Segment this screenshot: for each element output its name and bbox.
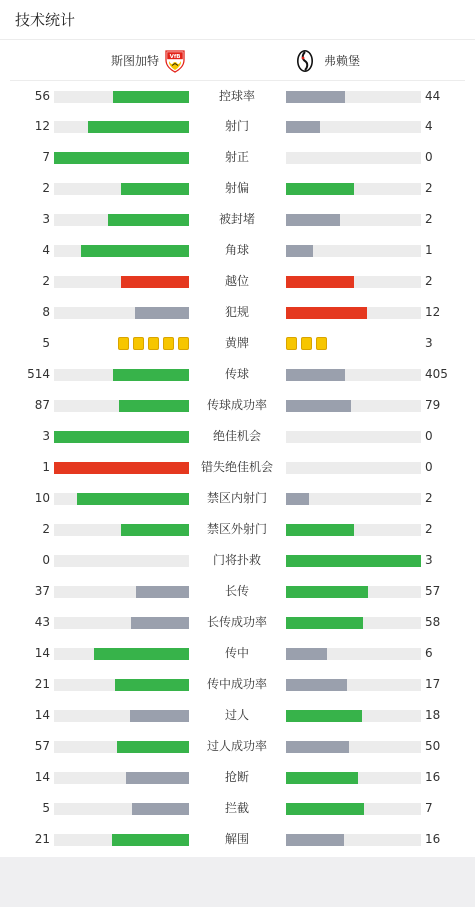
- away-bar-track: [286, 710, 421, 722]
- home-bar: [121, 276, 189, 288]
- home-bar-track: [54, 400, 189, 412]
- away-bar-track: [286, 679, 421, 691]
- away-bar: [286, 772, 358, 784]
- home-value: 21: [34, 832, 50, 846]
- away-bar: [286, 555, 421, 567]
- home-bar: [94, 648, 189, 660]
- away-bar: [286, 834, 344, 846]
- away-bar-track: [286, 493, 421, 505]
- home-bar-track: [54, 555, 189, 567]
- away-bar-track: [286, 183, 421, 195]
- away-bar-track: [286, 648, 421, 660]
- home-bar-track: [54, 803, 189, 815]
- home-bar-track: [54, 152, 189, 164]
- home-team-name: 斯图加特: [110, 54, 159, 68]
- home-value: 3: [42, 429, 50, 443]
- home-bar-track: [54, 245, 189, 257]
- stat-row: [0, 173, 475, 204]
- away-bar-track: [286, 462, 421, 474]
- away-value: 2: [425, 181, 433, 195]
- home-value: 57: [34, 739, 50, 753]
- away-bar-track: [286, 214, 421, 226]
- stat-label: 射门: [224, 119, 249, 133]
- away-bar-track: [286, 834, 421, 846]
- away-bar: [286, 276, 354, 288]
- stat-row: [0, 762, 475, 793]
- home-value: 5: [42, 336, 50, 350]
- away-bar-track: [286, 524, 421, 536]
- stat-label: 传球: [224, 367, 249, 381]
- stat-label: 抢断: [224, 770, 249, 784]
- home-bar: [88, 121, 189, 133]
- home-value: 2: [42, 181, 50, 195]
- yellow-card-icon: [286, 337, 297, 350]
- away-value: 0: [425, 150, 433, 164]
- away-bar-track: [286, 121, 421, 133]
- away-bar-track: [286, 245, 421, 257]
- stat-label: 传中: [224, 646, 249, 660]
- away-bar: [286, 400, 351, 412]
- stat-row: [0, 669, 475, 700]
- home-bar: [112, 834, 189, 846]
- away-bar-track: [286, 400, 421, 412]
- home-bar: [115, 679, 189, 691]
- stat-label: 传中成功率: [206, 677, 267, 691]
- away-value: 16: [425, 770, 441, 784]
- yellow-card-icon: [178, 337, 189, 350]
- yellow-card-icon: [301, 337, 312, 350]
- away-bar: [286, 369, 345, 381]
- stat-label: 长传成功率: [206, 615, 267, 629]
- away-bar: [286, 803, 364, 815]
- stat-label: 越位: [224, 274, 249, 288]
- home-bar: [126, 772, 189, 784]
- away-bar: [286, 245, 313, 257]
- home-bar-track: [54, 214, 189, 226]
- stat-row: [0, 390, 475, 421]
- stat-row: [0, 824, 475, 855]
- home-bar: [117, 741, 189, 753]
- home-bar: [135, 307, 189, 319]
- stat-label: 传球成功率: [206, 398, 267, 412]
- stat-row: [0, 297, 475, 328]
- stat-row: [0, 142, 475, 173]
- home-bar: [121, 183, 189, 195]
- home-value: 5: [42, 801, 50, 815]
- home-value: 1: [42, 460, 50, 474]
- stat-label: 门将扑救: [212, 553, 261, 567]
- away-bar-track: [286, 152, 421, 164]
- away-value: 79: [425, 398, 441, 412]
- stat-label: 被封堵: [218, 212, 255, 226]
- away-bar-track: [286, 369, 421, 381]
- stat-row: [0, 266, 475, 297]
- away-value: 44: [425, 89, 441, 103]
- stat-row: [0, 514, 475, 545]
- away-bar-track: [286, 431, 421, 443]
- home-bar-track: [54, 834, 189, 846]
- stat-row: [0, 421, 475, 452]
- stat-row: [0, 607, 475, 638]
- away-bar-track: [286, 586, 421, 598]
- away-bar-track: [286, 803, 421, 815]
- away-value: 3: [425, 336, 433, 350]
- stat-row: [0, 235, 475, 266]
- freiburg-crest-icon: [293, 49, 317, 73]
- away-value: 0: [425, 460, 433, 474]
- home-bar: [54, 431, 189, 443]
- home-value: 14: [34, 708, 50, 722]
- away-bar-track: [286, 307, 421, 319]
- stat-label: 解围: [224, 832, 249, 846]
- away-bar: [286, 214, 340, 226]
- yellow-card-icon: [163, 337, 174, 350]
- away-bar: [286, 679, 347, 691]
- home-bar-track: [54, 183, 189, 195]
- home-value: 3: [42, 212, 50, 226]
- home-bar: [131, 617, 189, 629]
- stat-row: [0, 483, 475, 514]
- away-bar: [286, 710, 362, 722]
- home-value: 4: [42, 243, 50, 257]
- away-value: 2: [425, 491, 433, 505]
- stat-label: 控球率: [218, 89, 255, 103]
- stat-label: 过人成功率: [206, 739, 267, 753]
- home-value: 14: [34, 646, 50, 660]
- home-value: 2: [42, 522, 50, 536]
- away-bar-track: [286, 91, 421, 103]
- away-team-name: 弗赖堡: [324, 54, 361, 68]
- yellow-card-icon: [133, 337, 144, 350]
- stat-row: [0, 545, 475, 576]
- home-bar: [113, 369, 189, 381]
- home-bar-track: [54, 276, 189, 288]
- away-bar: [286, 493, 309, 505]
- home-value: 21: [34, 677, 50, 691]
- home-bar-track: [54, 307, 189, 319]
- yellow-card-icon: [316, 337, 327, 350]
- title-bar: [0, 0, 475, 40]
- home-bar: [81, 245, 189, 257]
- stat-row: [0, 111, 475, 142]
- home-yellow-cards: [114, 337, 189, 350]
- stat-label: 黄牌: [224, 336, 249, 350]
- away-value: 50: [425, 739, 441, 753]
- home-bar: [130, 710, 189, 722]
- home-value: 2: [42, 274, 50, 288]
- stat-label: 角球: [224, 243, 249, 257]
- away-bar-track: [286, 772, 421, 784]
- home-bar-track: [54, 710, 189, 722]
- home-bar-track: [54, 493, 189, 505]
- yellow-card-icon: [118, 337, 129, 350]
- away-value: 405: [425, 367, 448, 381]
- away-value: 6: [425, 646, 433, 660]
- stat-row: [0, 576, 475, 607]
- stat-label: 过人: [224, 708, 249, 722]
- away-value: 17: [425, 677, 441, 691]
- home-value: 37: [34, 584, 50, 598]
- away-bar: [286, 307, 367, 319]
- home-bar-track: [54, 369, 189, 381]
- away-value: 16: [425, 832, 441, 846]
- away-bar-track: [286, 555, 421, 567]
- stat-row: [0, 359, 475, 390]
- away-team[interactable]: [293, 40, 360, 81]
- away-bar: [286, 648, 327, 660]
- home-bar: [54, 152, 189, 164]
- home-value: 87: [34, 398, 50, 412]
- home-bar-track: [54, 772, 189, 784]
- away-bar: [286, 524, 354, 536]
- stat-label: 错失绝佳机会: [200, 460, 273, 474]
- away-bar: [286, 617, 363, 629]
- home-bar: [108, 214, 189, 226]
- home-bar-track: [54, 679, 189, 691]
- away-bar: [286, 586, 368, 598]
- home-bar-track: [54, 617, 189, 629]
- stat-row: [0, 328, 475, 359]
- home-bar: [132, 803, 189, 815]
- home-bar-track: [54, 524, 189, 536]
- stat-row: [0, 638, 475, 669]
- home-bar: [121, 524, 189, 536]
- home-value: 12: [34, 119, 50, 133]
- home-value: 8: [42, 305, 50, 319]
- away-bar-track: [286, 741, 421, 753]
- stat-label: 拦截: [224, 801, 249, 815]
- home-value: 56: [34, 89, 50, 103]
- away-value: 7: [425, 801, 433, 815]
- stats-list: [0, 81, 475, 855]
- away-value: 2: [425, 212, 433, 226]
- home-value: 0: [42, 553, 50, 567]
- stat-label: 长传: [224, 584, 249, 598]
- away-value: 2: [425, 274, 433, 288]
- away-bar: [286, 183, 354, 195]
- home-bar: [54, 462, 189, 474]
- away-value: 4: [425, 119, 433, 133]
- away-value: 3: [425, 553, 433, 567]
- home-bar: [119, 400, 189, 412]
- away-bar-track: [286, 276, 421, 288]
- home-bar: [136, 586, 189, 598]
- page-title: 技术统计: [15, 11, 76, 29]
- away-value: 2: [425, 522, 433, 536]
- stat-row: [0, 731, 475, 762]
- home-bar-track: [54, 121, 189, 133]
- away-value: 18: [425, 708, 441, 722]
- stat-label: 禁区内射门: [206, 491, 267, 505]
- away-value: 58: [425, 615, 441, 629]
- teams-header: [10, 40, 465, 81]
- home-value: 43: [34, 615, 50, 629]
- home-value: 7: [42, 150, 50, 164]
- away-value: 12: [425, 305, 441, 319]
- home-bar-track: [54, 91, 189, 103]
- stat-row: [0, 452, 475, 483]
- away-yellow-cards: [286, 337, 331, 350]
- home-value: 514: [27, 367, 50, 381]
- yellow-card-icon: [148, 337, 159, 350]
- away-value: 1: [425, 243, 433, 257]
- stat-label: 犯规: [224, 305, 249, 319]
- away-bar: [286, 91, 345, 103]
- home-bar-track: [54, 648, 189, 660]
- home-value: 14: [34, 770, 50, 784]
- home-value: 10: [34, 491, 50, 505]
- away-bar: [286, 741, 349, 753]
- home-bar: [77, 493, 189, 505]
- stat-label: 射偏: [224, 181, 249, 195]
- away-bar-track: [286, 617, 421, 629]
- away-value: 0: [425, 429, 433, 443]
- stat-label: 禁区外射门: [206, 522, 267, 536]
- stuttgart-crest-icon: [163, 49, 187, 73]
- home-bar-track: [54, 741, 189, 753]
- stat-row: [0, 81, 475, 111]
- stat-row: [0, 700, 475, 731]
- away-bar: [286, 121, 320, 133]
- home-bar-track: [54, 431, 189, 443]
- home-bar-track: [54, 586, 189, 598]
- svg-text:VfB: VfB: [169, 53, 181, 60]
- stat-row: [0, 204, 475, 235]
- home-bar: [113, 91, 189, 103]
- home-team[interactable]: [111, 40, 187, 81]
- stat-label: 绝佳机会: [212, 429, 261, 443]
- stat-label: 射正: [224, 150, 249, 164]
- home-bar-track: [54, 462, 189, 474]
- away-value: 57: [425, 584, 441, 598]
- stat-row: [0, 793, 475, 824]
